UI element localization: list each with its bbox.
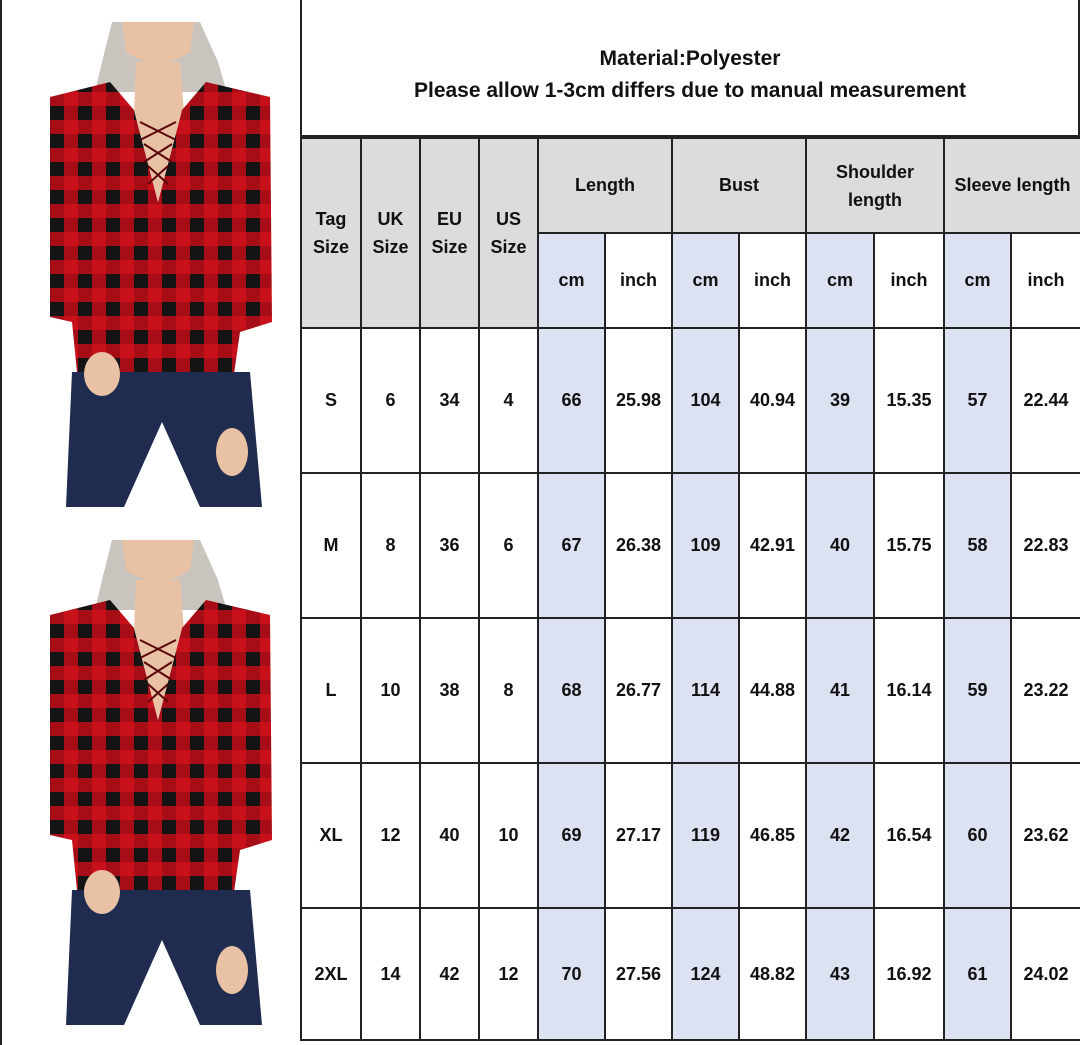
cell-bust-cm: 119 [672,763,739,908]
header-sleeve-length: Sleeve length [944,138,1080,233]
cell-shoulder-cm: 43 [806,908,874,1040]
cell-uk-size: 8 [361,473,420,618]
model-photo-bottom [50,540,274,1025]
cell-shoulder-inch: 16.54 [874,763,944,908]
table-row [301,763,1080,908]
cell-bust-inch: 42.91 [739,473,806,618]
cell-us-size: 4 [479,328,538,473]
unit-inch: inch [874,233,944,328]
cell-sleeve-inch: 24.02 [1011,908,1080,1040]
cell-shoulder-cm: 40 [806,473,874,618]
cell-us-size: 10 [479,763,538,908]
cell-sleeve-inch: 22.44 [1011,328,1080,473]
header-eu-size: EU Size [420,138,479,328]
cell-shoulder-cm: 42 [806,763,874,908]
unit-cm: cm [538,233,605,328]
header-tag-size: Tag Size [301,138,361,328]
cell-length-cm: 66 [538,328,605,473]
table-row [301,473,1080,618]
cell-sleeve-inch: 23.62 [1011,763,1080,908]
table-row [301,328,1080,473]
unit-inch: inch [739,233,806,328]
cell-length-cm: 70 [538,908,605,1040]
cell-bust-cm: 109 [672,473,739,618]
cell-bust-inch: 48.82 [739,908,806,1040]
cell-uk-size: 14 [361,908,420,1040]
cell-eu-size: 42 [420,908,479,1040]
material-text: Material:Polyester [599,46,781,70]
header-bust: Bust [672,138,806,233]
header-length: Length [538,138,672,233]
model-photo-top [50,22,274,507]
cell-eu-size: 38 [420,618,479,763]
cell-sleeve-cm: 59 [944,618,1011,763]
cell-shoulder-inch: 15.35 [874,328,944,473]
cell-tag-size: XL [301,763,361,908]
cell-bust-cm: 104 [672,328,739,473]
cell-us-size: 8 [479,618,538,763]
header-uk-size: UK Size [361,138,420,328]
cell-shoulder-cm: 39 [806,328,874,473]
unit-cm: cm [806,233,874,328]
table-row [301,908,1080,1040]
cell-sleeve-inch: 23.22 [1011,618,1080,763]
cell-sleeve-cm: 60 [944,763,1011,908]
measurement-note: Please allow 1-3cm differs due to manual measurement [413,78,967,102]
size-chart-banner [300,0,1080,137]
cell-shoulder-inch: 16.92 [874,908,944,1040]
size-chart [300,0,1080,1045]
cell-eu-size: 36 [420,473,479,618]
cell-length-cm: 68 [538,618,605,763]
cell-length-inch: 27.17 [605,763,672,908]
cell-tag-size: M [301,473,361,618]
header-row-groups [301,138,1080,233]
cell-uk-size: 10 [361,618,420,763]
cell-length-cm: 67 [538,473,605,618]
cell-sleeve-cm: 61 [944,908,1011,1040]
cell-length-inch: 26.77 [605,618,672,763]
cell-us-size: 12 [479,908,538,1040]
cell-sleeve-cm: 58 [944,473,1011,618]
cell-shoulder-inch: 15.75 [874,473,944,618]
size-table [300,137,1080,1041]
cell-shoulder-inch: 16.14 [874,618,944,763]
cell-sleeve-inch: 22.83 [1011,473,1080,618]
cell-sleeve-cm: 57 [944,328,1011,473]
cell-bust-cm: 114 [672,618,739,763]
cell-eu-size: 40 [420,763,479,908]
header-shoulder-length: Shoulder length [806,138,944,233]
unit-inch: inch [1011,233,1080,328]
cell-us-size: 6 [479,473,538,618]
unit-cm: cm [672,233,739,328]
cell-length-inch: 26.38 [605,473,672,618]
unit-cm: cm [944,233,1011,328]
cell-shoulder-cm: 41 [806,618,874,763]
cell-tag-size: S [301,328,361,473]
unit-inch: inch [605,233,672,328]
table-row [301,618,1080,763]
product-photos-panel [0,0,300,1045]
cell-bust-inch: 46.85 [739,763,806,908]
cell-bust-inch: 40.94 [739,328,806,473]
cell-bust-inch: 44.88 [739,618,806,763]
cell-length-inch: 25.98 [605,328,672,473]
cell-uk-size: 12 [361,763,420,908]
header-us-size: US Size [479,138,538,328]
cell-length-cm: 69 [538,763,605,908]
cell-uk-size: 6 [361,328,420,473]
cell-length-inch: 27.56 [605,908,672,1040]
cell-tag-size: 2XL [301,908,361,1040]
cell-eu-size: 34 [420,328,479,473]
cell-bust-cm: 124 [672,908,739,1040]
cell-tag-size: L [301,618,361,763]
